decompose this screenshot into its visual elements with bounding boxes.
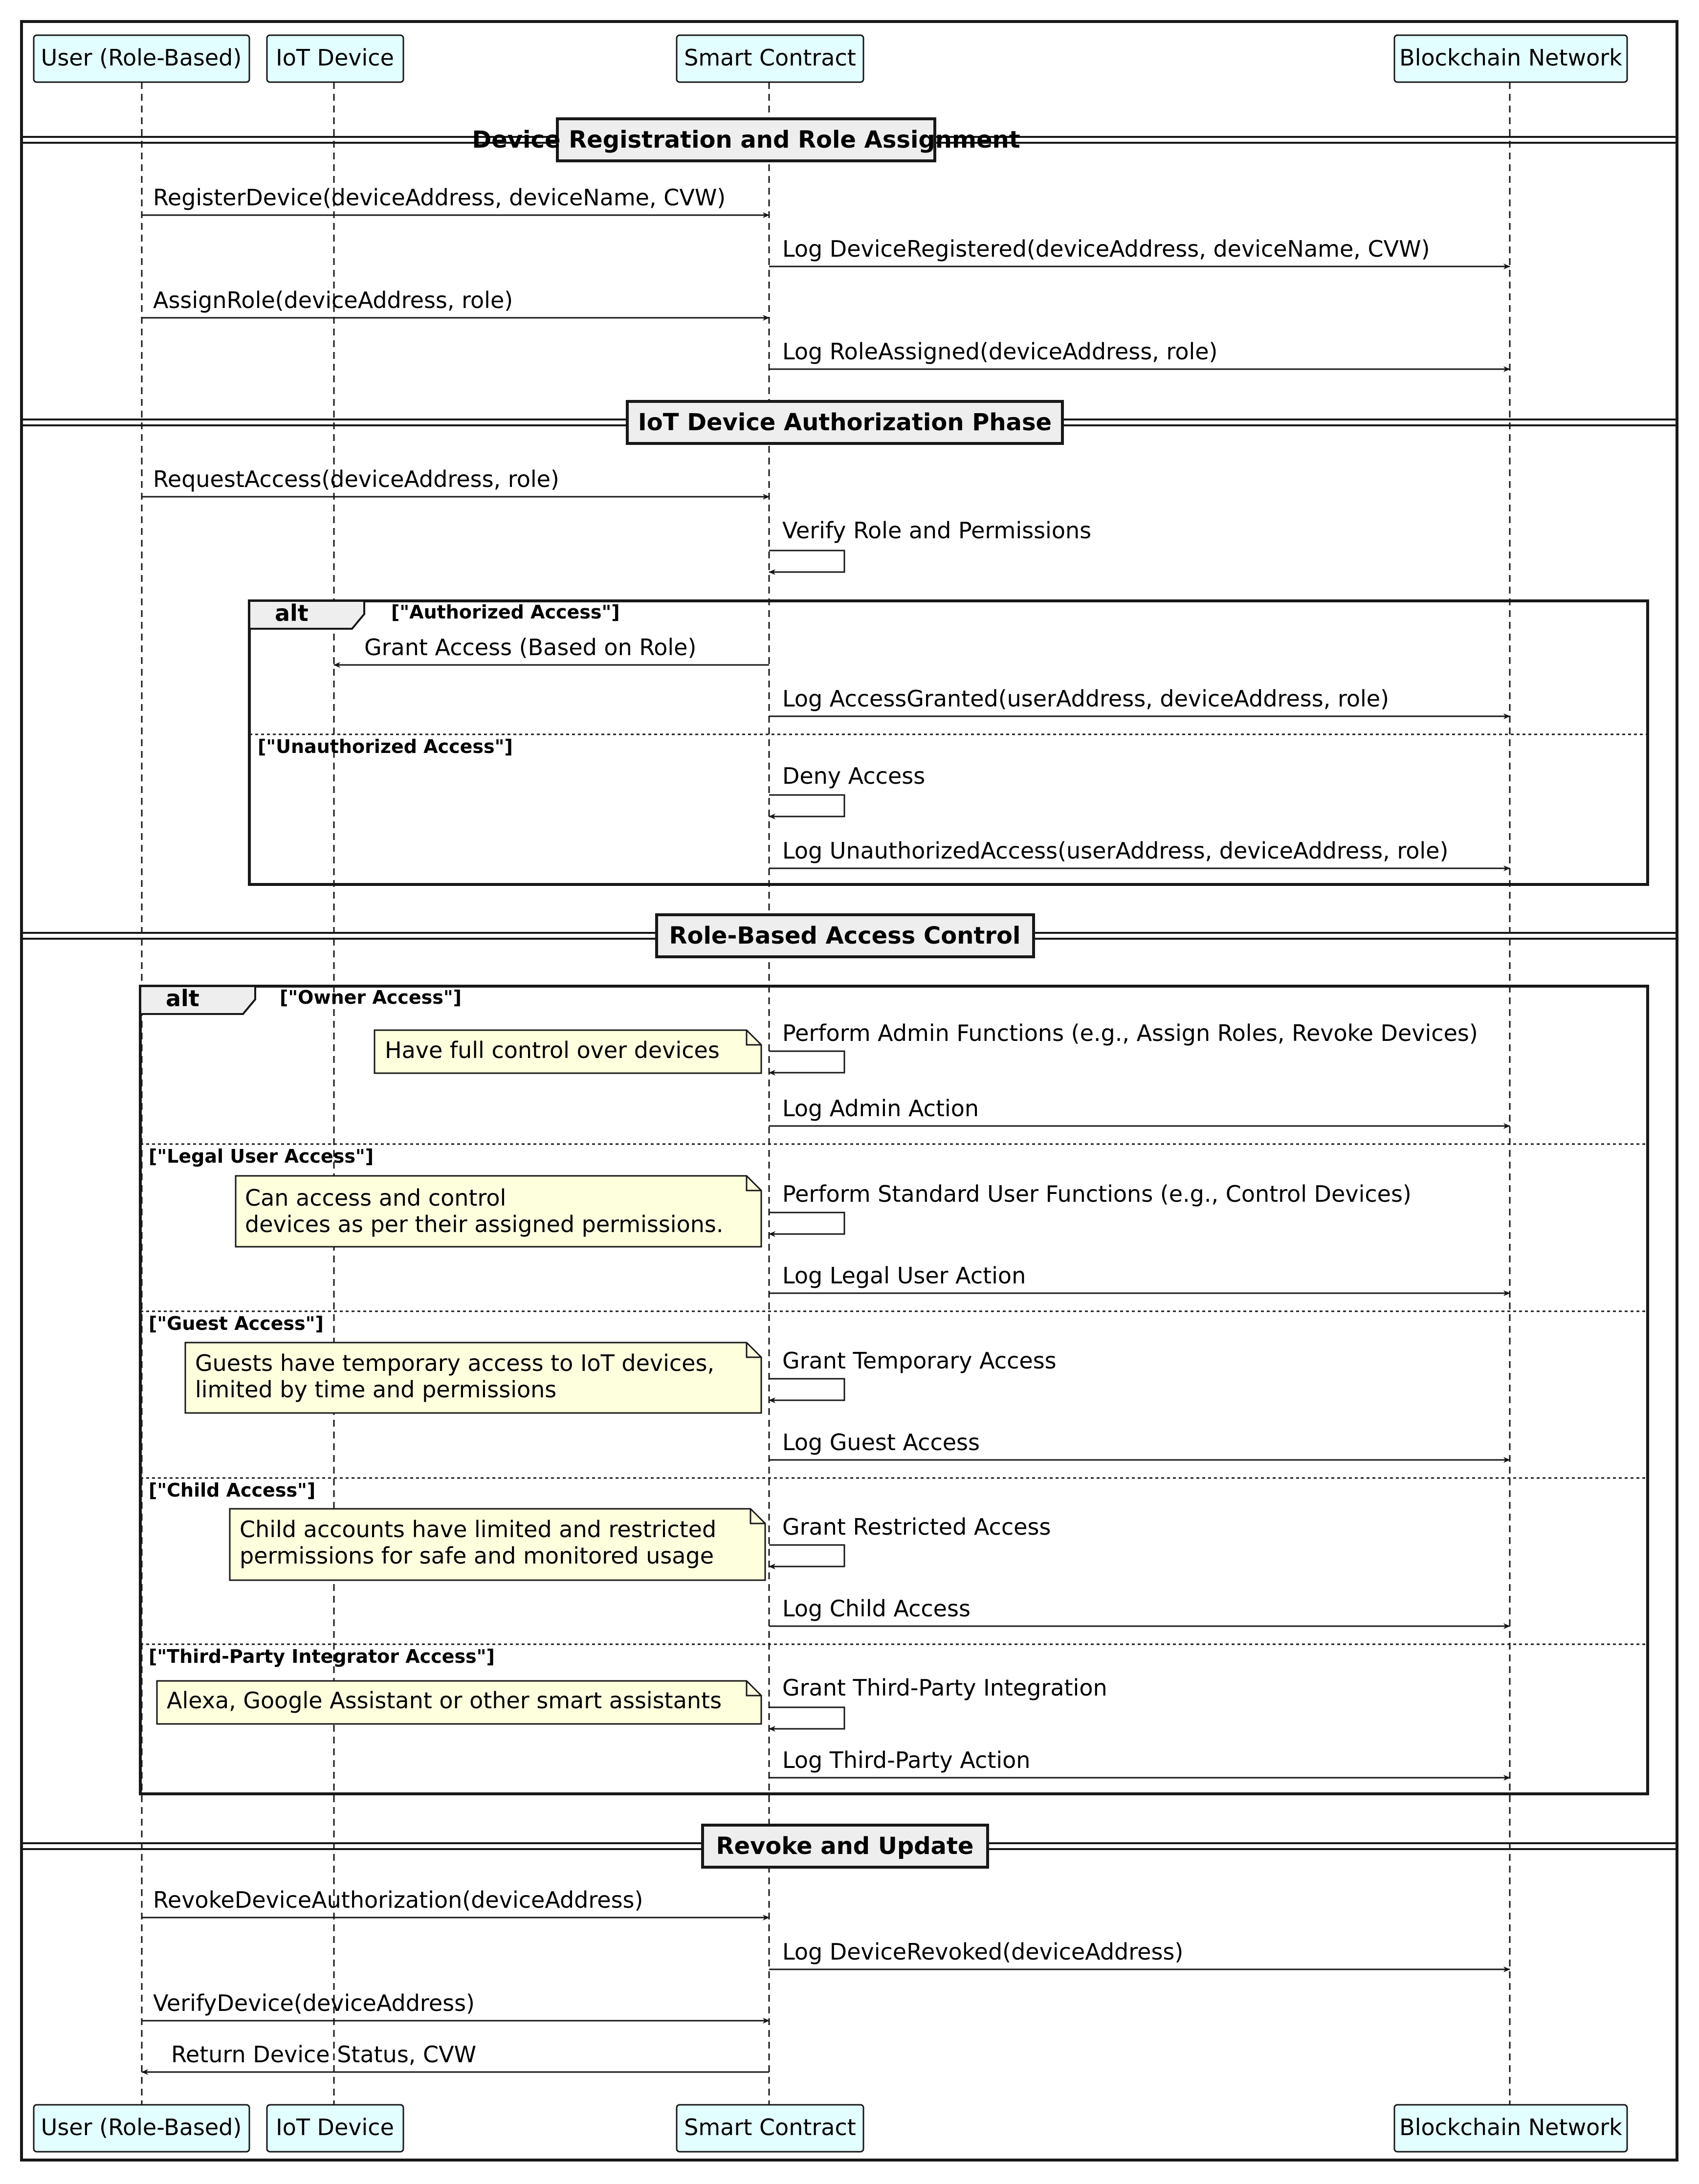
note-guest	[185, 1343, 761, 1413]
note-child-line: permissions for safe and monitored usage	[240, 1543, 714, 1569]
message-return-device-status: Return Device Status, CVW	[171, 2041, 477, 2068]
participant-user-top[interactable]	[34, 35, 249, 82]
message-log-guest: Log Guest Access	[782, 1429, 980, 1456]
participant-blockchain-bottom[interactable]	[1394, 2105, 1627, 2152]
message-log-legal-user: Log Legal User Action	[782, 1262, 1026, 1289]
message-grant-temporary: Grant Temporary Access	[782, 1347, 1057, 1374]
participant-blockchain-label: Blockchain Network	[1399, 2114, 1622, 2140]
participant-user-label: User (Role-Based)	[41, 2114, 242, 2140]
note-legal-user	[236, 1176, 761, 1247]
message-self-arrow	[769, 1213, 844, 1234]
message-grant-third-party: Grant Third-Party Integration	[782, 1675, 1107, 1701]
note-third-party-line: Alexa, Google Assistant or other smart assistants	[167, 1687, 722, 1714]
messages	[142, 184, 1510, 2072]
note-legal-line: devices as per their assigned permissions.	[245, 1211, 724, 1237]
participant-blockchain-label: Blockchain Network	[1399, 44, 1622, 71]
note-legal-line: Can access and control	[245, 1185, 507, 1211]
participant-iot-label: IoT Device	[276, 2114, 394, 2140]
message-log-role-assigned: Log RoleAssigned(deviceAddress, role)	[782, 338, 1218, 365]
participant-user-bottom[interactable]	[34, 2105, 249, 2152]
divider-authorization	[22, 401, 1677, 443]
message-admin-functions: Perform Admin Functions (e.g., Assign Roles, Revoke Devices)	[782, 1020, 1478, 1046]
note-guest-line: limited by time and permissions	[195, 1376, 557, 1403]
message-assign-role: AssignRole(deviceAddress, role)	[153, 287, 513, 313]
message-self-arrow	[769, 1707, 844, 1729]
participant-iot-label: IoT Device	[276, 44, 394, 71]
guard-authorized: ["Authorized Access"]	[391, 601, 620, 623]
participants-top	[34, 35, 1627, 82]
message-grant-access: Grant Access (Based on Role)	[364, 634, 697, 661]
guard-child: ["Child Access"]	[149, 1479, 316, 1501]
notes	[157, 1030, 765, 1724]
message-standard-functions: Perform Standard User Functions (e.g., Control Devices)	[782, 1181, 1412, 1207]
message-request-access: RequestAccess(deviceAddress, role)	[153, 466, 559, 492]
participant-iot-top[interactable]	[267, 35, 403, 82]
message-deny-access: Deny Access	[782, 763, 926, 789]
message-log-device-revoked: Log DeviceRevoked(deviceAddress)	[782, 1939, 1184, 1965]
message-log-access-granted: Log AccessGranted(userAddress, deviceAddress, role)	[782, 685, 1390, 712]
message-self-arrow	[769, 1051, 844, 1073]
message-verify-role: Verify Role and Permissions	[782, 517, 1092, 544]
message-register-device: RegisterDevice(deviceAddress, deviceName, CVW)	[153, 184, 726, 211]
divider-rbac-label: Role-Based Access Control	[669, 922, 1021, 949]
divider-revoke-label: Revoke and Update	[716, 1832, 974, 1860]
participant-smart-contract-bottom[interactable]	[677, 2105, 863, 2152]
divider-registration-label: Device Registration and Role Assignment	[472, 126, 1020, 154]
divider-rbac	[22, 915, 1677, 957]
participant-user-label: User (Role-Based)	[41, 44, 242, 71]
message-revoke-device: RevokeDeviceAuthorization(deviceAddress)	[153, 1887, 643, 1913]
note-third-party	[157, 1681, 761, 1724]
message-log-third-party: Log Third-Party Action	[782, 1747, 1031, 1773]
message-self-arrow	[769, 1379, 844, 1400]
participants-bottom	[34, 2105, 1627, 2152]
message-log-unauthorized: Log UnauthorizedAccess(userAddress, deviceAddress, role)	[782, 838, 1449, 864]
guard-legal: ["Legal User Access"]	[149, 1146, 374, 1167]
participant-smart-contract-label: Smart Contract	[684, 2114, 856, 2140]
message-self-arrow	[769, 795, 844, 816]
guard-unauthorized: ["Unauthorized Access"]	[258, 736, 513, 757]
divider-revoke	[22, 1825, 1677, 1867]
note-child-line: Child accounts have limited and restricted	[240, 1516, 717, 1543]
message-grant-restricted: Grant Restricted Access	[782, 1514, 1051, 1540]
message-self-arrow	[769, 551, 844, 572]
note-guest-line: Guests have temporary access to IoT devices,	[195, 1350, 715, 1376]
message-self-arrow	[769, 1545, 844, 1566]
guard-third-party: ["Third-Party Integrator Access"]	[149, 1646, 495, 1667]
guard-guest: ["Guest Access"]	[149, 1313, 324, 1334]
note-owner-line: Have full control over devices	[385, 1037, 720, 1063]
participant-blockchain-top[interactable]	[1394, 35, 1627, 82]
guard-owner: ["Owner Access"]	[280, 987, 462, 1008]
alt-label: alt	[275, 600, 309, 626]
lifelines	[142, 82, 1510, 2105]
participant-iot-bottom[interactable]	[267, 2105, 403, 2152]
message-verify-device: VerifyDevice(deviceAddress)	[153, 1990, 475, 2016]
note-child	[230, 1509, 765, 1580]
note-owner	[375, 1030, 761, 1073]
divider-registration	[22, 119, 1677, 161]
participant-smart-contract-top[interactable]	[677, 35, 863, 82]
divider-authorization-label: IoT Device Authorization Phase	[638, 409, 1052, 436]
message-log-device-registered: Log DeviceRegistered(deviceAddress, deviceName, CVW)	[782, 236, 1430, 262]
message-log-child: Log Child Access	[782, 1595, 971, 1622]
message-log-admin: Log Admin Action	[782, 1095, 979, 1122]
alt-label: alt	[166, 985, 199, 1012]
participant-smart-contract-label: Smart Contract	[684, 44, 856, 71]
